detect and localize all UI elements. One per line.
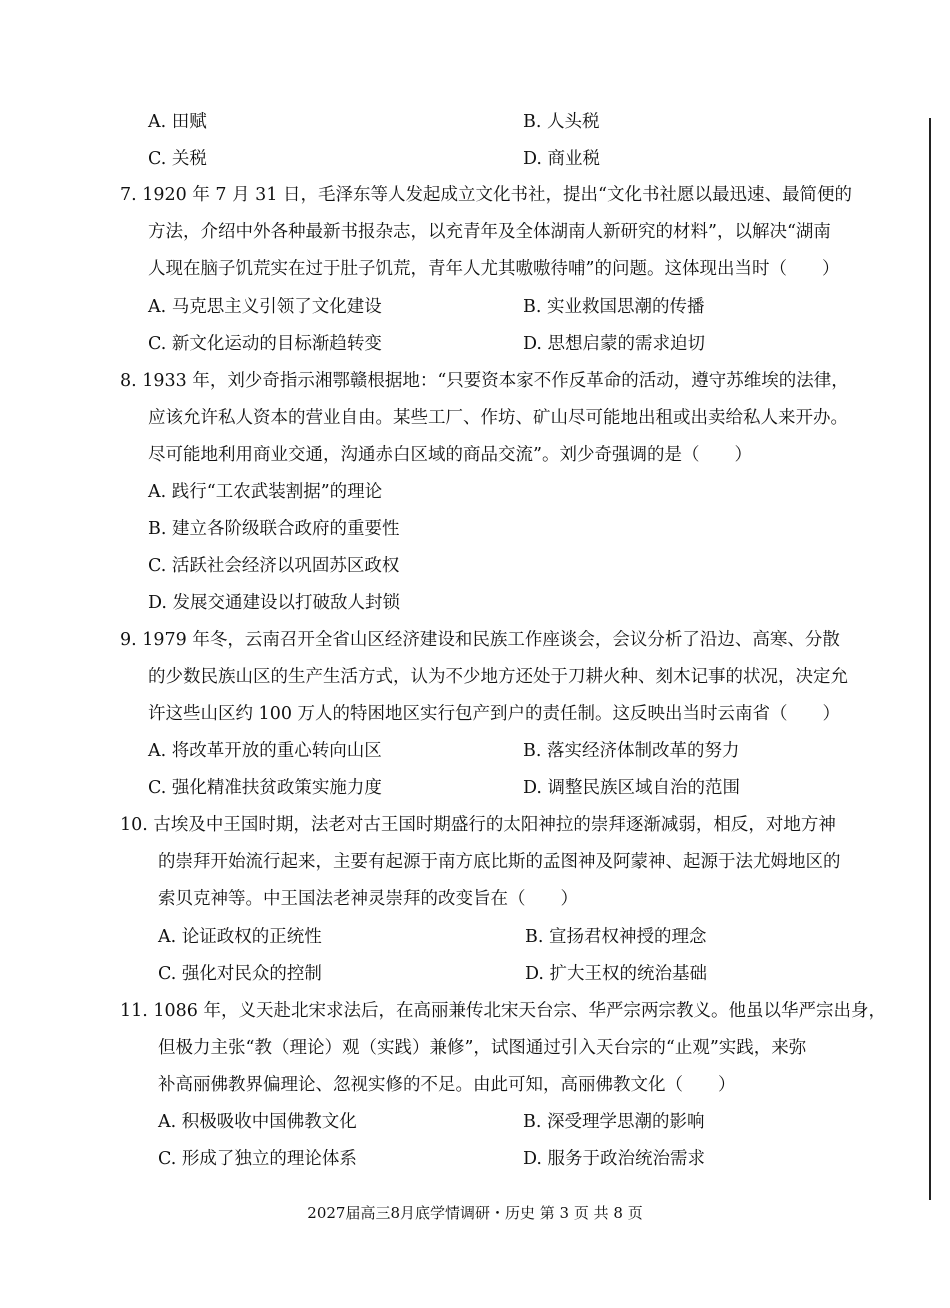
q8-option-a: A. 践行“工农武装割据”的理论 (148, 482, 383, 502)
q10-option-d: D. 扩大王权的统治基础 (525, 964, 708, 984)
q8-option-b: B. 建立各阶级联合政府的重要性 (148, 519, 400, 539)
q10-option-b: B. 宣扬君权神授的理念 (525, 927, 707, 947)
q9-option-d: D. 调整民族区域自治的范围 (523, 778, 741, 798)
margin-rule (929, 118, 931, 1200)
prev-option-b: B. 人头税 (523, 112, 600, 132)
q9-stem-line-2: 的少数民族山区的生产生活方式，认为不少地方还处于刀耕火种、刻木记事的状况，决定允 (148, 667, 848, 687)
q7-option-c: C. 新文化运动的目标渐趋转变 (148, 334, 382, 354)
q9-option-a: A. 将改革开放的重心转向山区 (148, 741, 382, 761)
q9-option-c: C. 强化精准扶贫政策实施力度 (148, 778, 382, 798)
q8-stem-line-1: 8. 1933 年，刘少奇指示湘鄂赣根据地：“只要资本家不作反革命的活动，遵守苏维埃的法律， (120, 371, 849, 391)
q10-stem-line-2: 的崇拜开始流行起来，主要有起源于南方底比斯的孟图神及阿蒙神、起源于法尤姆地区的 (158, 852, 841, 872)
q10-stem-line-1: 10. 古埃及中王国时期，法老对古王国时期盛行的太阳神拉的崇拜逐渐减弱，相反，对地方神 (120, 815, 836, 835)
q9-stem-line-1: 9. 1979 年冬，云南召开全省山区经济建设和民族工作座谈会，会议分析了沿边、高寒、分散 (120, 630, 840, 650)
q7-option-a: A. 马克思主义引领了文化建设 (148, 297, 382, 317)
q11-option-a: A. 积极吸收中国佛教文化 (158, 1112, 357, 1132)
q7-option-b: B. 实业救国思潮的传播 (523, 297, 705, 317)
q11-stem-line-2: 但极力主张“教（理论）观（实践）兼修”，试图通过引入天台宗的“止观”实践，来弥 (158, 1038, 807, 1058)
q7-stem-line-2: 方法，介绍中外各种最新书报杂志，以充青年及全体湖南人新研究的材料”，以解决“湖南 (148, 222, 831, 242)
q11-stem-line-3: 补高丽佛教界偏理论、忽视实修的不足。由此可知，高丽佛教文化（ ） (158, 1075, 736, 1095)
q10-stem-line-3: 索贝克神等。中王国法老神灵崇拜的改变旨在（ ） (158, 889, 578, 909)
prev-option-a: A. 田赋 (148, 112, 207, 132)
prev-option-c: C. 关税 (148, 149, 207, 169)
page-footer: 2027届高三8月底学情调研・历史 第 3 页 共 8 页 (307, 1204, 643, 1222)
q7-stem-line-1: 7. 1920 年 7 月 31 日，毛泽东等人发起成立文化书社，提出“文化书社愿以最迅速、最简便的 (120, 185, 852, 205)
q7-stem-line-3: 人现在脑子饥荒实在过于肚子饥荒，青年人尤其嗷嗷待哺”的问题。这体现出当时（ ） (148, 259, 840, 279)
q11-stem-line-1: 11. 1086 年，义天赴北宋求法后，在高丽兼传北宋天台宗、华严宗两宗教义。他虽以华严宗出身， (120, 1001, 886, 1021)
q8-option-c: C. 活跃社会经济以巩固苏区政权 (148, 556, 400, 576)
q11-option-c: C. 形成了独立的理论体系 (158, 1149, 357, 1169)
q11-option-b: B. 深受理学思潮的影响 (523, 1112, 705, 1132)
prev-option-d: D. 商业税 (523, 149, 601, 169)
q7-option-d: D. 思想启蒙的需求迫切 (523, 334, 706, 354)
q8-stem-line-3: 尽可能地利用商业交通，沟通赤白区域的商品交流”。刘少奇强调的是（ ） (148, 445, 752, 465)
q8-stem-line-2: 应该允许私人资本的营业自由。某些工厂、作坊、矿山尽可能地出租或出卖给私人来开办。 (148, 408, 848, 428)
q9-option-b: B. 落实经济体制改革的努力 (523, 741, 740, 761)
q10-option-a: A. 论证政权的正统性 (158, 927, 322, 947)
q8-option-d: D. 发展交通建设以打破敌人封锁 (148, 593, 401, 613)
q9-stem-line-3: 许这些山区约 100 万人的特困地区实行包产到户的责任制。这反映出当时云南省（ ） (148, 704, 841, 724)
q11-option-d: D. 服务于政治统治需求 (523, 1149, 706, 1169)
q10-option-c: C. 强化对民众的控制 (158, 964, 322, 984)
